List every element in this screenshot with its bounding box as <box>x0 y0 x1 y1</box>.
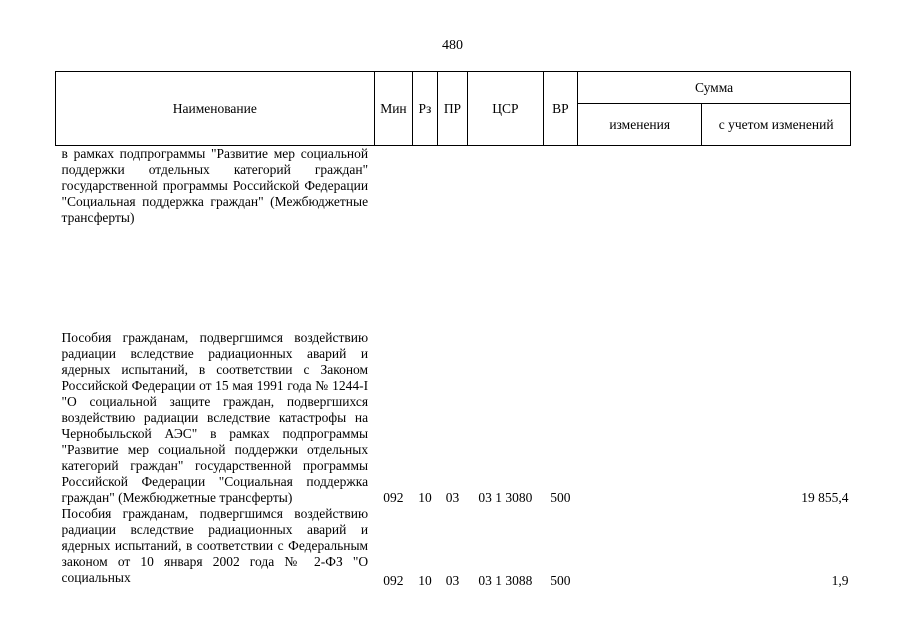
row-rz: 10 <box>418 490 432 505</box>
row-csr: 03 1 3088 <box>478 573 533 588</box>
row-csr: 03 1 3080 <box>478 490 533 505</box>
row-changes <box>578 506 702 592</box>
row-min <box>374 146 413 248</box>
header-rz: Рз <box>413 72 437 146</box>
row-rz <box>413 146 437 248</box>
row-name: в рамках подпрограммы "Развитие мер социальной поддержки отдельных категорий граждан" государственной программы Российской Федерации "Социальная поддержка граждан" (Межбюджетные трансферты) <box>61 146 369 225</box>
row-vr: 500 <box>550 490 571 505</box>
budget-table <box>55 71 851 592</box>
row-with-changes: 1,9 <box>831 573 849 588</box>
row-pr <box>437 146 468 248</box>
row-changes <box>578 146 702 248</box>
table-row <box>56 247 851 506</box>
header-pr: ПР <box>437 72 468 146</box>
table-row <box>56 506 851 592</box>
row-min: 092 <box>383 490 404 505</box>
row-vr <box>543 146 578 248</box>
header-summa: Сумма <box>578 72 851 104</box>
row-name-cell <box>56 506 375 592</box>
page-number: 480 <box>442 38 463 53</box>
row-name: Пособия гражданам, подвергшимся воздействию радиации вследствие радиационных аварий и ядерных испытаний, в соответствии с Законом Российской Федерации от 15 мая 1991 года № 1244-I "О социальной защите граждан, подвергшихся воздействию радиации вследствие катастрофы на Чернобыльской АЭС" в рамках подпрограммы "Развитие мер социальной поддержки отдельных категорий граждан" государственной программы Российской Федерации "Социальная поддержка граждан" (Межбюджетные трансферты) <box>61 330 369 505</box>
row-with-changes <box>702 146 851 248</box>
header-name: Наименование <box>56 72 375 146</box>
table-row <box>56 146 851 248</box>
row-csr <box>468 146 543 248</box>
header-vr: ВР <box>543 72 578 146</box>
header-row <box>56 72 851 104</box>
header-changes: изменения <box>578 104 702 146</box>
row-vr: 500 <box>550 573 571 588</box>
row-changes <box>578 247 702 506</box>
row-pr: 03 <box>445 490 460 505</box>
row-min: 092 <box>383 573 404 588</box>
header-with-changes: с учетом изменений <box>702 104 851 146</box>
row-with-changes: 19 855,4 <box>801 490 849 505</box>
row-rz: 10 <box>418 573 432 588</box>
row-name: Пособия гражданам, подвергшимся воздействию радиации вследствие радиационных аварий и ядерных испытаний, в соответствии с Федеральным законом от 10 января 2002 года № 2-ФЗ "О социальных <box>61 506 369 585</box>
header-csr: ЦСР <box>468 72 543 146</box>
header-min: Мин <box>374 72 413 146</box>
row-pr: 03 <box>445 573 460 588</box>
